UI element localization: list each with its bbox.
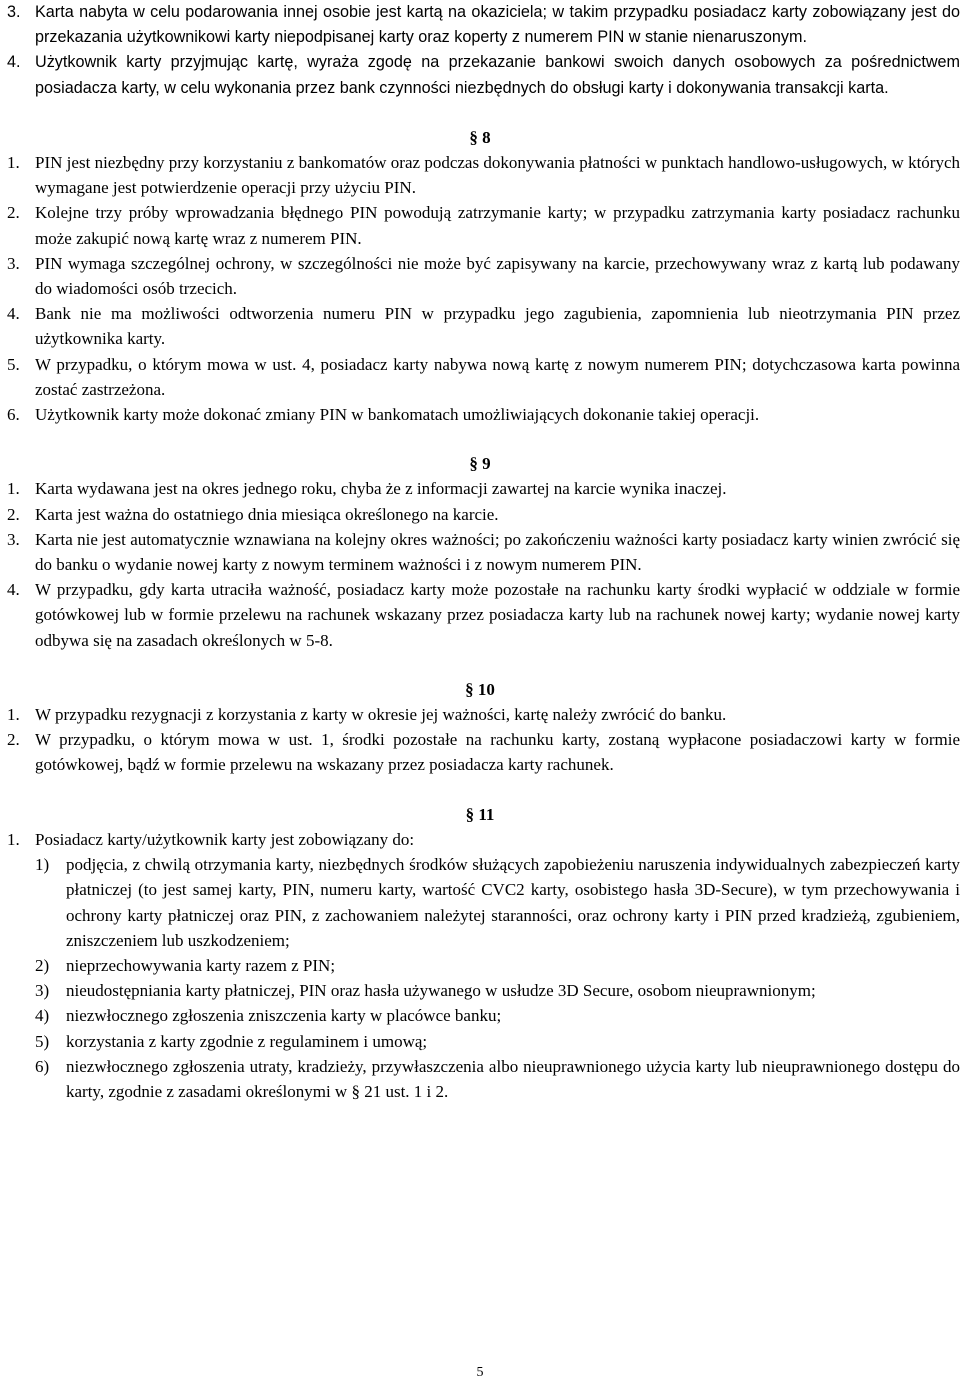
item-text: Karta nabyta w celu podarowania innej osobie jest kartą na okaziciela; w takim przypadku posiadacz karty zobowiązany jest do przekazania użytkownikowi karty niepodpisanej karty oraz koperty z numerem PIN w stanie nienaruszonym.	[35, 3, 960, 47]
item-number: 3.	[7, 529, 20, 549]
list-item	[0, 527, 960, 577]
item-text: Karta wydawana jest na okres jednego roku, chyba że z informacji zawartej na karcie wynika inaczej.	[35, 479, 727, 499]
list-item	[0, 301, 960, 351]
item-number: 2.	[7, 504, 20, 524]
item-number: 4)	[35, 1006, 50, 1026]
item-text: Kolejne trzy próby wprowadzania błędnego PIN powodują zatrzymanie karty; w przypadku zatrzymania karty posiadacz rachunku może zakupić nową kartę wraz z numerem PIN.	[35, 203, 960, 248]
item-number: 2.	[7, 730, 20, 750]
item-text: W przypadku, o którym mowa w ust. 1, środki pozostałe na rachunku karty, zostaną wypłacone posiadaczowi karty w formie gotówkowej, bądź w formie przelewu na wskazany przez posiadacza karty rachunek.	[35, 730, 960, 775]
item-text: nieudostępniania karty płatniczej, PIN oraz hasła używanego w usłudze 3D Secure, osobom nieuprawnionym;	[66, 981, 816, 1001]
item-number: 1.	[7, 479, 20, 499]
page-number: 5	[476, 1365, 484, 1380]
list-item	[0, 476, 960, 501]
sub-list-item	[0, 1003, 960, 1028]
sub-list-item	[0, 852, 960, 953]
item-text: PIN jest niezbędny przy korzystaniu z bankomatów oraz podczas dokonywania płatności w punktach handlowo-usługowych, w których wymagane jest potwierdzenie operacji przy użyciu PIN.	[35, 153, 960, 198]
item-text: Bank nie ma możliwości odtworzenia numeru PIN w przypadku jego zagubienia, zapomnienia lub nieotrzymania PIN przez użytkownika karty.	[35, 304, 960, 349]
item-number: 1.	[7, 705, 20, 725]
item-number: 4.	[7, 304, 20, 324]
list-item	[0, 402, 960, 427]
list-item	[0, 727, 960, 777]
item-number: 2)	[35, 955, 50, 975]
item-text: W przypadku, o którym mowa w ust. 4, posiadacz karty nabywa nową kartę z nowym numerem PIN; dotychczasowa karta powinna zostać zastrzeżona.	[35, 354, 960, 399]
item-text: Karta jest ważna do ostatniego dnia miesiąca określonego na karcie.	[35, 504, 499, 524]
sub-list-item	[0, 1054, 960, 1104]
section-heading: § 8	[469, 127, 491, 147]
sub-list-item	[0, 1029, 960, 1054]
section-heading: § 10	[465, 679, 495, 699]
item-text: niezwłocznego zgłoszenia zniszczenia karty w placówce banku;	[66, 1006, 502, 1026]
list-item	[0, 0, 960, 50]
item-number: 1)	[35, 855, 50, 875]
item-number: 3.	[7, 3, 21, 21]
list-item	[0, 251, 960, 301]
item-number: 4.	[7, 580, 20, 600]
list-item	[0, 502, 960, 527]
item-number: 3.	[7, 253, 20, 273]
item-text: nieprzechowywania karty razem z PIN;	[66, 955, 336, 975]
section-heading: § 9	[469, 454, 491, 474]
list-item	[0, 352, 960, 402]
list-item	[0, 150, 960, 200]
item-number: 2.	[7, 203, 20, 223]
sub-list-item	[0, 953, 960, 978]
item-number: 6.	[7, 405, 20, 425]
item-number: 1.	[7, 153, 20, 173]
list-item	[0, 200, 960, 250]
item-text: niezwłocznego zgłoszenia utraty, kradzieży, przywłaszczenia albo nieuprawnionego użycia karty lub nieuprawnionego dostępu do karty, zgodnie z zasadami określonymi w § 21 ust. 1 i 2.	[66, 1056, 960, 1101]
item-number: 1.	[7, 829, 20, 849]
list-item	[0, 702, 960, 727]
sub-list-item	[0, 978, 960, 1003]
list-item	[0, 577, 960, 653]
item-text: W przypadku, gdy karta utraciła ważność, posiadacz karty może pozostałe na rachunku karty środki wypłacić w oddziale w formie gotówkowej lub w formie przelewu na rachunek wskazany przez posiadacza karty lub na rachunek nowej karty; wydanie nowej karty odbywa się na zasadach określonych w 5-8.	[35, 580, 960, 650]
item-text: Użytkownik karty przyjmując kartę, wyraża zgodę na przekazanie bankowi swoich danych osobowych za pośrednictwem posiadacza karty, w celu wykonania przez bank czynności niezbędnych do obsługi karty i dokonywania transakcji karta.	[35, 53, 960, 97]
item-text: PIN wymaga szczególnej ochrony, w szczególności nie może być zapisywany na karcie, przechowywany wraz z kartą lub podawany do wiadomości osób trzecich.	[35, 253, 960, 299]
item-text: Karta nie jest automatycznie wznawiana na kolejny okres ważności; po zakończeniu ważności karty posiadacz karty winien zwrócić się do banku o wydanie nowej karty z nowym terminem ważności i z nowym numerem PIN.	[35, 529, 960, 575]
item-number: 6)	[35, 1056, 50, 1076]
item-number: 5)	[35, 1031, 50, 1051]
item-number: 4.	[7, 53, 21, 72]
list-item	[0, 827, 960, 852]
item-text: Posiadacz karty/użytkownik karty jest zobowiązany do:	[35, 829, 415, 849]
item-text: Użytkownik karty może dokonać zmiany PIN w bankomatach umożliwiających dokonanie takiej operacji.	[35, 405, 760, 425]
item-text: W przypadku rezygnacji z korzystania z karty w okresie jej ważności, kartę należy zwrócić do banku.	[35, 705, 727, 725]
item-number: 5.	[7, 354, 20, 374]
item-text: korzystania z karty zgodnie z regulaminem i umową;	[66, 1031, 428, 1051]
list-item	[0, 50, 960, 100]
section-heading: § 11	[465, 804, 495, 824]
item-text: podjęcia, z chwilą otrzymania karty, niezbędnych środków służących zapobieżeniu naruszenia indywidualnych zabezpieczeń karty płatniczej (to jest samej karty, PIN, numeru karty, wartość CVC2 karty, osobistego hasła 3D-Secure), w tym przechowywania i ochrony karty płatniczej oraz PIN, z zachowaniem należytej staranności, oraz ochrony karty i PIN przed kradzieżą, zgubieniem, zniszczeniem lub uszkodzeniem;	[66, 855, 960, 950]
item-number: 3)	[35, 981, 50, 1001]
